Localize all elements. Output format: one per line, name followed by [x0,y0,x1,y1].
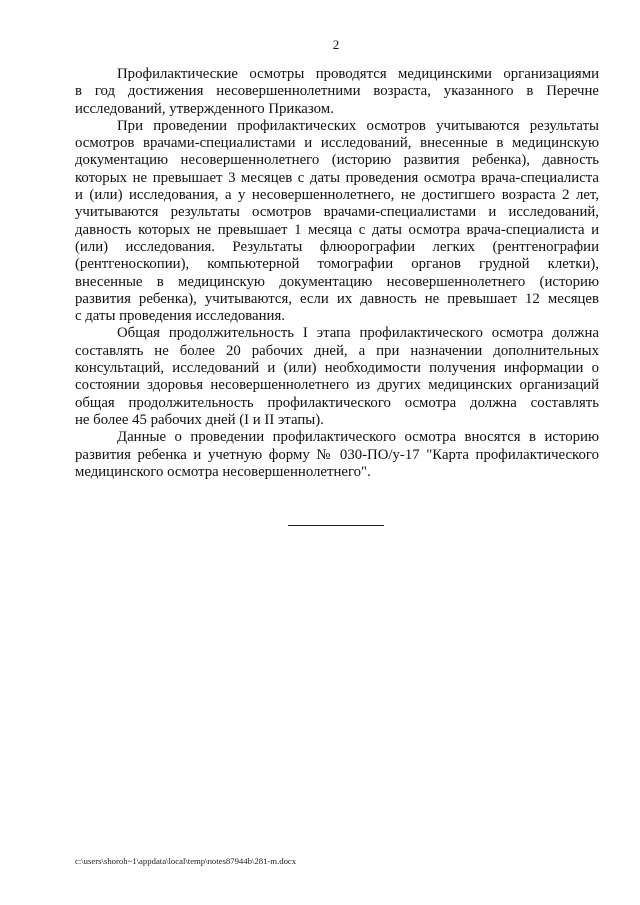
text-line: и (или) исследования, а у несовершеннолетнего, не достигшего возраста 2 лет, [75,187,599,204]
text-line: давность которых не превышает 1 месяца с даты осмотра врача-специалиста и [75,221,599,238]
text-line: (рентгеноскопии), компьютерной томографии органов грудной клетки), [75,256,599,273]
paragraph-3 [75,325,599,429]
text-line: осмотров врачами-специалистами и исследований, внесенные в медицинскую [75,135,599,152]
document-body [75,66,599,481]
text-line: не более 45 рабочих дней (I и II этапы). [75,411,324,428]
separator-line [288,525,384,526]
text-line: в год достижения несовершеннолетними возраста, указанного в Перечне [75,83,599,100]
text-line: которых не превышает 3 месяцев с даты проведения осмотра врача-специалиста [75,169,599,186]
text-line: развития ребенка и учетную форму № 030-ПО/у-17 "Карта профилактического [75,446,599,463]
text-line: медицинского осмотра несовершеннолетнего". [75,463,371,480]
text-line: исследований, утвержденного Приказом. [75,100,334,117]
text-line: консультаций, исследований и (или) необходимости получения информации о [75,360,599,377]
page-number: 2 [332,37,340,52]
text-line: (или) исследования. Результаты флюорографии легких (рентгенографии [75,238,599,255]
text-line: состоянии здоровья несовершеннолетнего из других медицинских организаций [75,377,599,394]
text-line: Профилактические осмотры проводятся медицинскими организациями [117,66,599,82]
text-line: развития ребенка), учитываются, если их давность не превышает 12 месяцев [75,290,599,307]
text-line: внесенные в медицинскую документацию несовершеннолетнего (историю [75,273,599,290]
text-line: Данные о проведении профилактического осмотра вносятся в историю [117,429,599,446]
text-line: Общая продолжительность I этапа профилактического осмотра должна [117,325,599,342]
text-line: При проведении профилактических осмотров учитываются результаты [117,117,599,134]
text-line: учитываются результаты осмотров врачами-специалистами и исследований, [75,204,599,221]
paragraph-2 [75,118,599,326]
paragraph-1 [75,66,599,118]
paragraph-4 [75,429,599,481]
file-path-footer: c:\users\shoroh~1\appdata\local\temp\notes87944b\281-m.docx [75,856,297,866]
text-line: с даты проведения исследования. [75,308,285,325]
text-line: общая продолжительность профилактического осмотра должна составлять [75,394,599,411]
text-line: составлять не более 20 рабочих дней, а при назначении дополнительных [75,342,599,359]
text-line: документацию несовершеннолетнего (историю развития ребенка), давность [75,152,599,169]
